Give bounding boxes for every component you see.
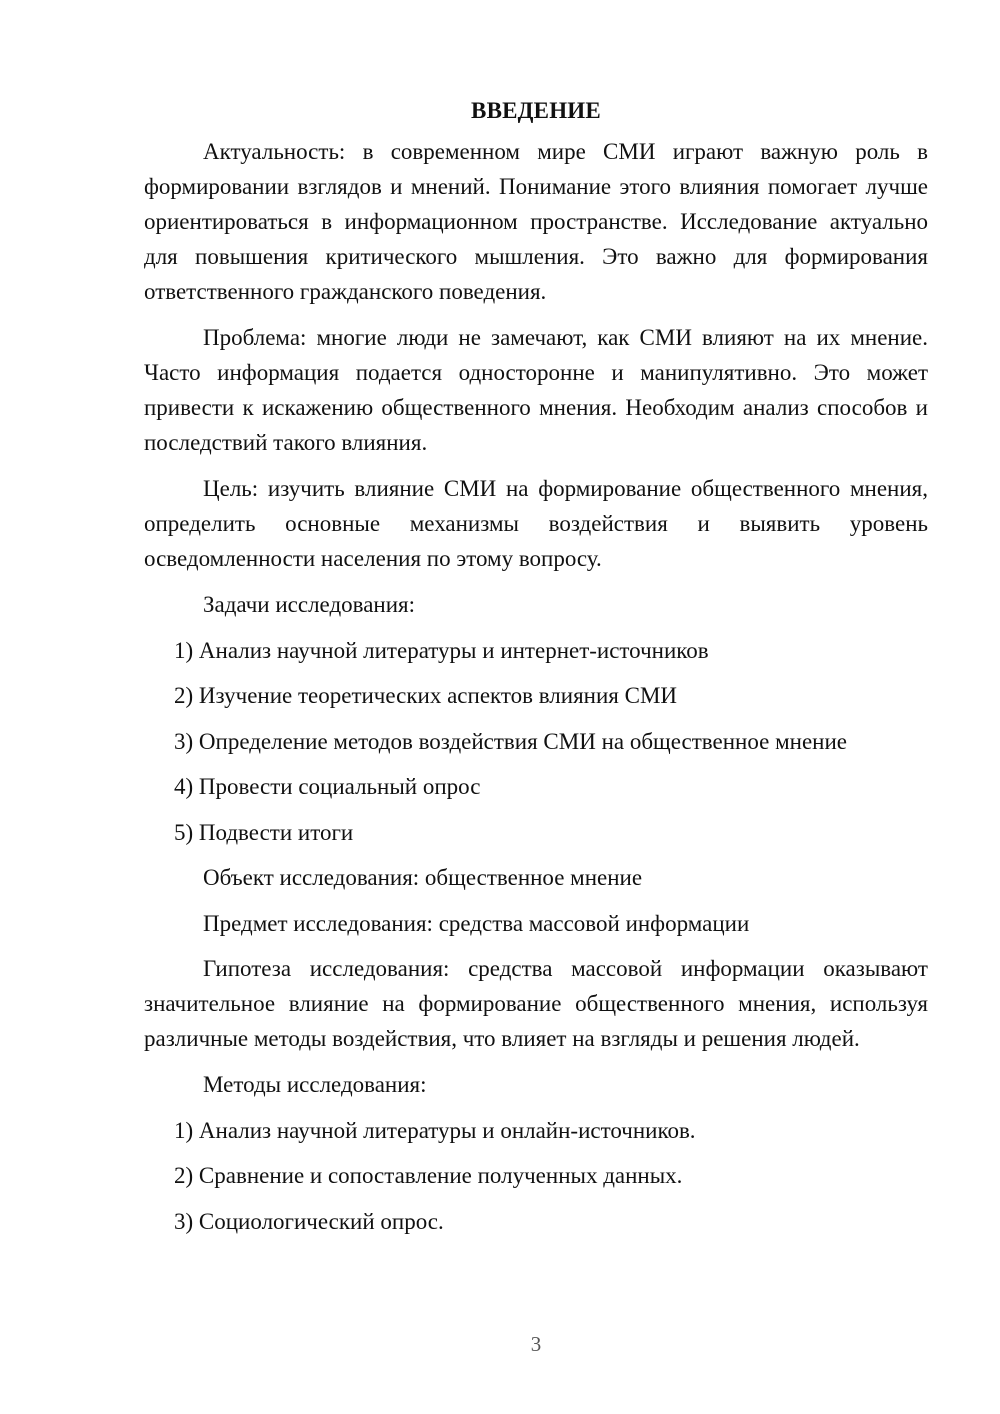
tasks-heading: Задачи исследования:	[203, 592, 416, 617]
task-item: 1) Анализ научной литературы и интернет-источников	[174, 637, 709, 663]
method-item: 1) Анализ научной литературы и онлайн-источников.	[174, 1117, 696, 1143]
methods-heading: Методы исследования:	[203, 1072, 427, 1097]
goal-paragraph: Цель: изучить влияние СМИ на формирование общественного мнения, определить основные механизмы воздействия и выявить уровень осведомленности населения по этому вопросу.	[144, 476, 928, 571]
page-title: ВВЕДЕНИЕ	[471, 98, 601, 123]
task-item: 3) Определение методов воздействия СМИ на общественное мнение	[174, 728, 847, 754]
relevance-paragraph: Актуальность: в современном мире СМИ играют важную роль в формировании взглядов и мнений. Понимание этого влияния помогает лучше ориентироваться в информационном пространстве. Исследование актуально для повышения критического мышления. Это важно для формирования ответственного гражданского поведения.	[144, 139, 928, 304]
task-item: 2) Изучение теоретических аспектов влияния СМИ	[174, 683, 678, 708]
hypothesis-paragraph: Гипотеза исследования: средства массовой информации оказывают значительное влияние на формирование общественного мнения, используя различные методы воздействия, что влияет на взгляды и решения людей.	[144, 956, 928, 1051]
method-item: 3) Социологический опрос.	[174, 1208, 444, 1234]
page-number: 3	[530, 1332, 542, 1356]
research-subject: Предмет исследования: средства массовой информации	[203, 910, 750, 936]
research-object: Объект исследования: общественное мнение	[203, 865, 643, 890]
task-item: 4) Провести социальный опрос	[174, 774, 481, 799]
problem-paragraph: Проблема: многие люди не замечают, как СМИ влияют на их мнение. Часто информация подается односторонне и манипулятивно. Это может привести к искажению общественного мнения. Необходим анализ способов и последствий такого влияния.	[144, 325, 928, 455]
task-item: 5) Подвести итоги	[174, 819, 354, 845]
document-page	[144, 94, 928, 1249]
method-item: 2) Сравнение и сопоставление полученных данных.	[174, 1163, 683, 1188]
